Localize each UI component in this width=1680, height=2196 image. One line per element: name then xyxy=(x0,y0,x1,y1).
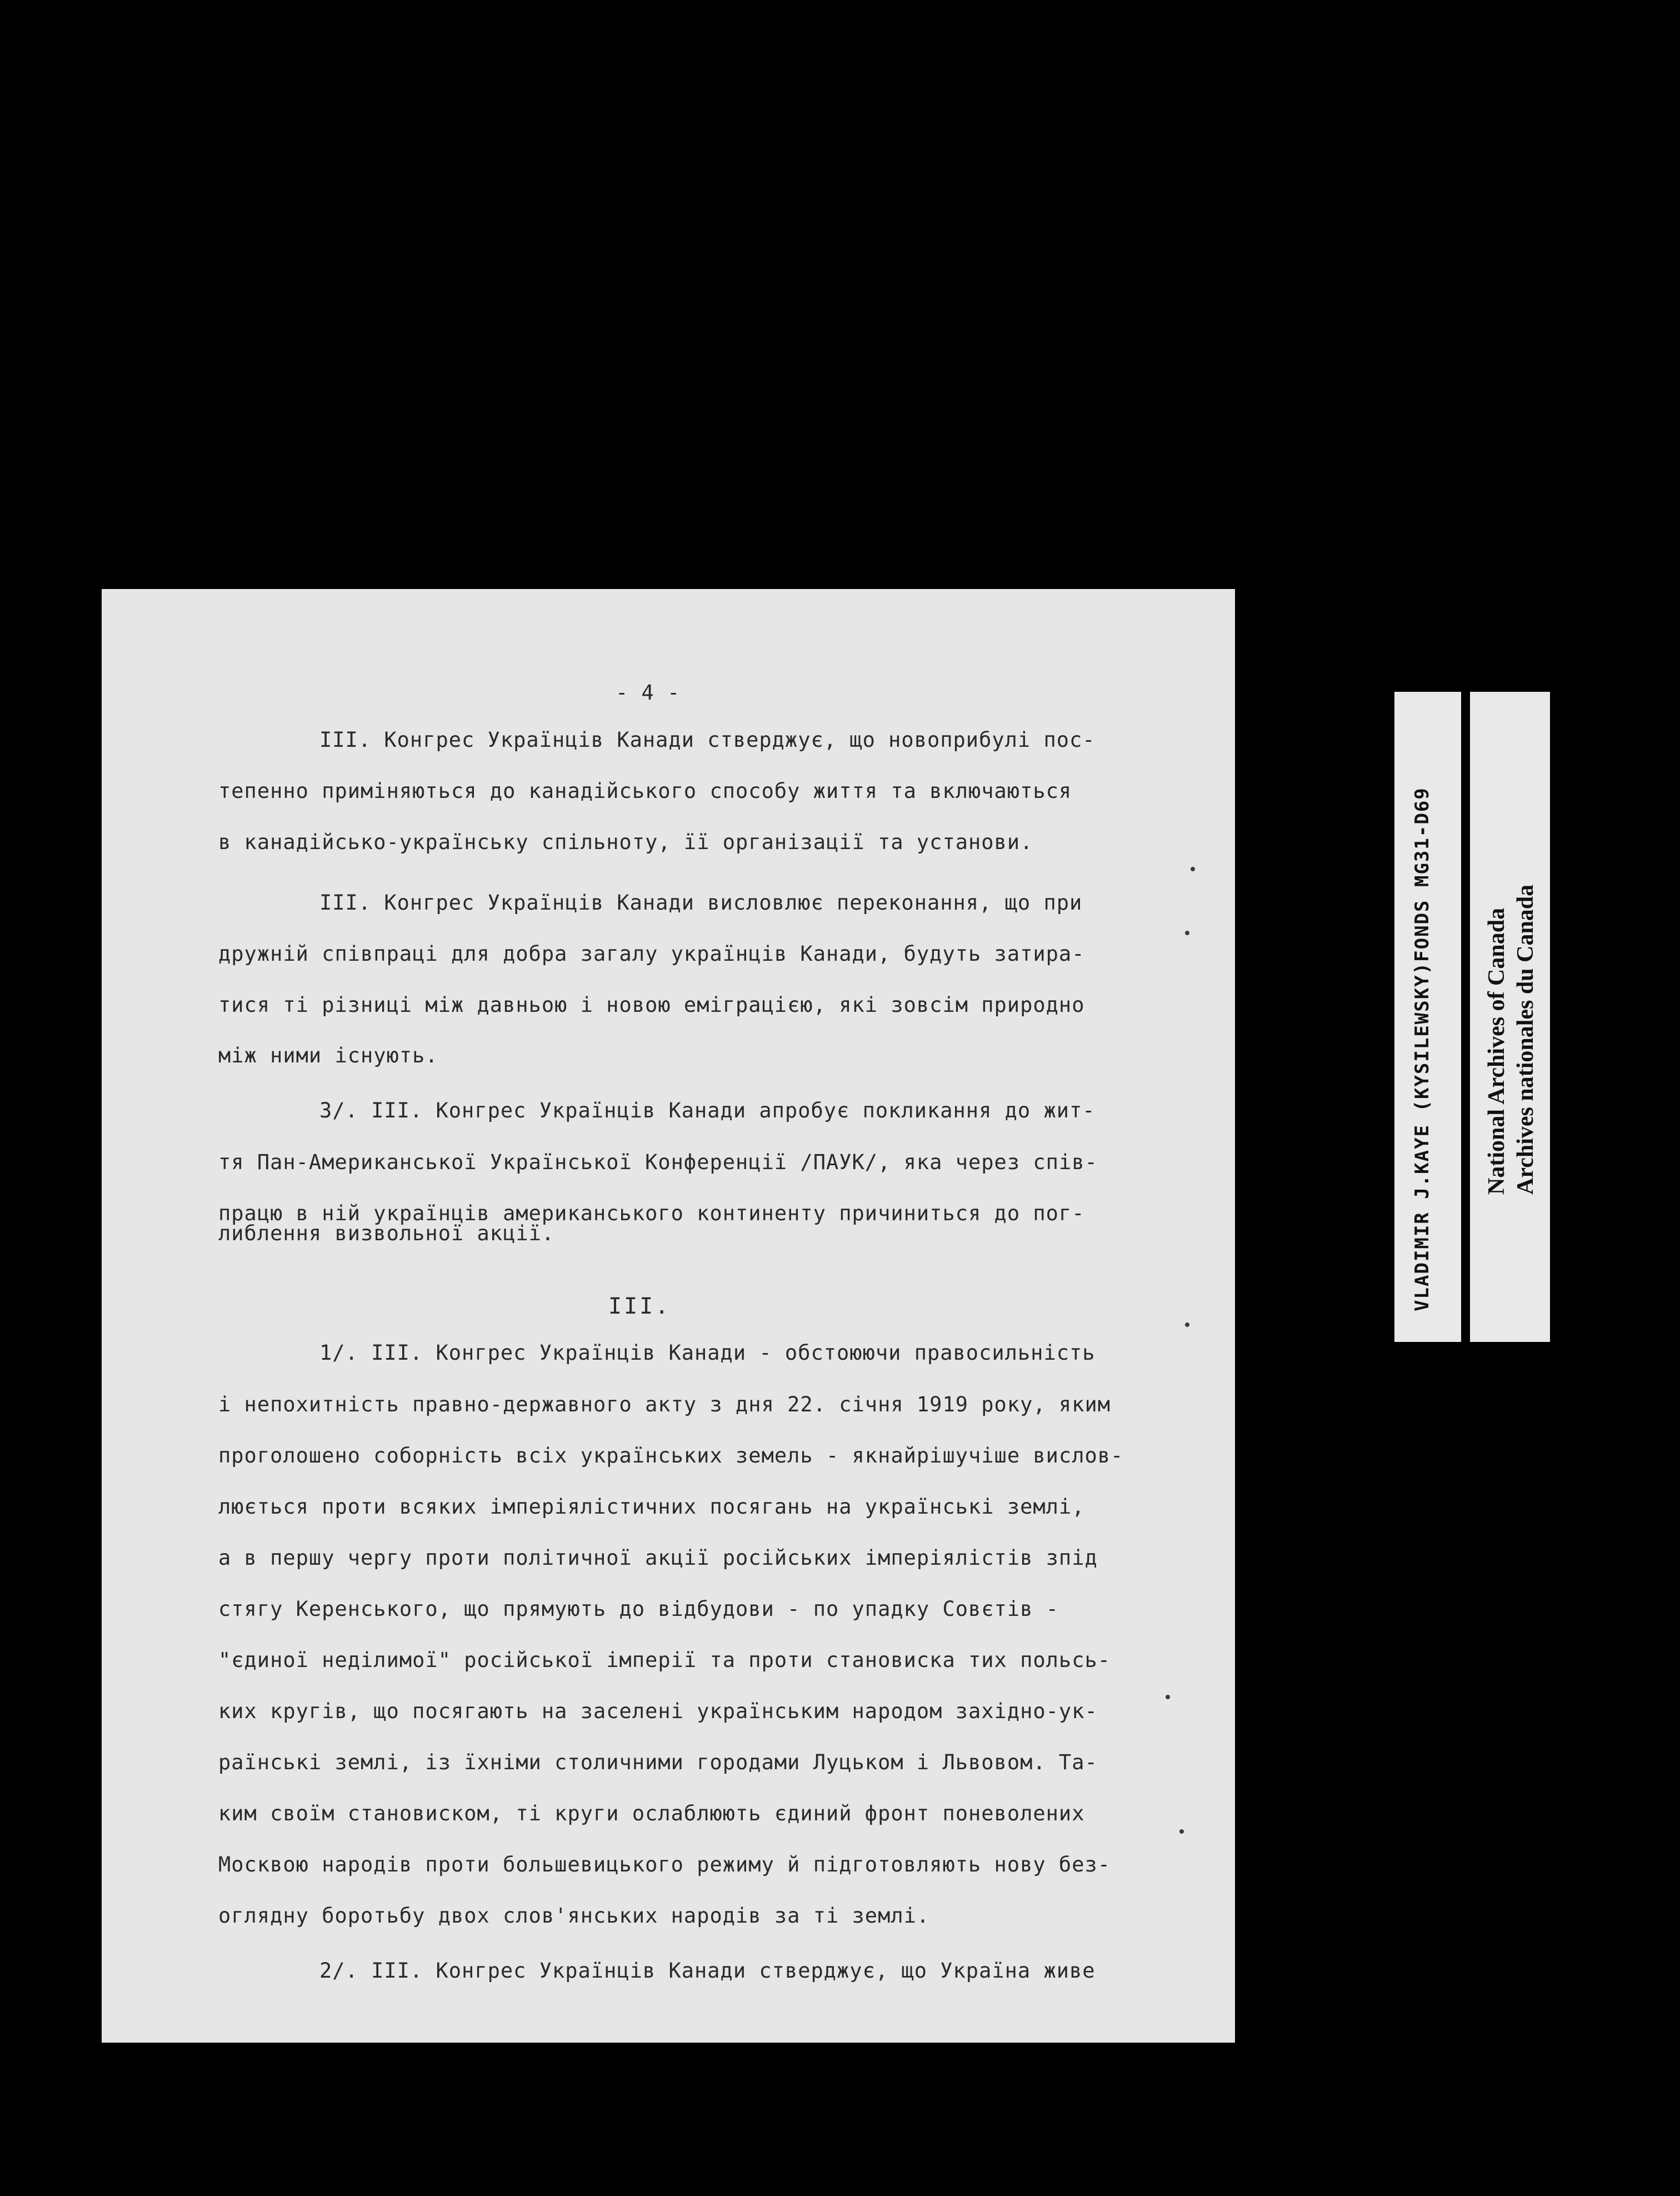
archive-name-en: National Archives of Canada xyxy=(1484,907,1509,1195)
margin-mark xyxy=(1185,1322,1189,1327)
text-line-16: а в першу чергу проти політичної акції російських імперіялістів зпід xyxy=(218,1546,1098,1570)
margin-mark xyxy=(1191,867,1195,871)
section-heading: III. xyxy=(608,1294,671,1319)
margin-mark xyxy=(1185,931,1189,935)
document-page xyxy=(102,589,1235,2043)
margin-mark xyxy=(1179,1829,1184,1834)
page-number: - 4 - xyxy=(616,681,681,705)
text-line-6: тися ті різниці між давньою і новою еміграцією, які зовсім природно xyxy=(218,993,1085,1017)
text-line-9: тя Пан-Американської Української Конференції /ПАУК/, яка через спів- xyxy=(218,1150,1098,1174)
text-line-15: люється проти всяких імперіялістичних посягань на українські землі, xyxy=(218,1495,1085,1519)
text-line-19: ких кругів, що посягають на заселені українським народом західно-ук- xyxy=(218,1699,1098,1723)
text-line-13: і непохитність правно-державного акту з дня 22. січня 1919 року, яким xyxy=(218,1393,1111,1416)
text-line-23: оглядну боротьбу двох слов'янських народів за ті землі. xyxy=(218,1904,930,1928)
text-line-8: 3/. III. Конгрес Українців Канади апробує покликання до жит- xyxy=(319,1099,1096,1122)
text-line-20: раїнські землі, із їхніми столичними городами Луцьком і Львовом. Та- xyxy=(218,1750,1098,1774)
text-line-5: дружній співпраці для добра загалу українців Канади, будуть затира- xyxy=(218,942,1085,966)
margin-mark xyxy=(1166,1695,1170,1699)
text-line-10: працю в ній українців американського континенту причиниться до пог- xyxy=(218,1201,1085,1225)
text-line-18: "єдиної неділимої" російської імперії та проти становиска тих польсь- xyxy=(218,1648,1111,1672)
fonds-label: VLADIMIR J.KAYE (KYSILEWSKY)FONDS MG31-D69 xyxy=(1411,787,1433,1311)
text-line-7: між ними існують. xyxy=(218,1044,438,1067)
text-line-24: 2/. III. Конгрес Українців Канади стверджує, що Україна живе xyxy=(319,1959,1096,1983)
text-line-17: стягу Керенського, що прямують до відбудови - по упадку Совєтів - xyxy=(218,1597,1059,1621)
text-line-1: III. Конгрес Українців Канади стверджує, що новоприбулі пос- xyxy=(319,728,1096,752)
archive-name-fr: Archives nationales du Canada xyxy=(1513,884,1538,1195)
text-line-4: III. Конгрес Українців Канади висловлює переконання, що при xyxy=(319,891,1083,915)
text-line-14: проголошено соборність всіх українських земель - якнайрішучіше вислов- xyxy=(218,1444,1124,1468)
text-line-21: ким своїм становиском, ті круги ослаблюють єдиний фронт поневолених xyxy=(218,1801,1085,1825)
text-line-22: Москвою народів проти большевицького режиму й підготовляють нову без- xyxy=(218,1853,1111,1876)
stamp-divider xyxy=(1461,692,1470,1342)
text-line-3: в канадійсько-українську спільноту, її організації та установи. xyxy=(218,830,1033,854)
text-line-2: тепенно приміняються до канадійського способу життя та включаються xyxy=(218,779,1072,803)
text-line-12: 1/. III. Конгрес Українців Канади - обстоюючи правосильність xyxy=(319,1341,1096,1365)
text-line-11: либлення визвольної акції. xyxy=(218,1221,555,1245)
